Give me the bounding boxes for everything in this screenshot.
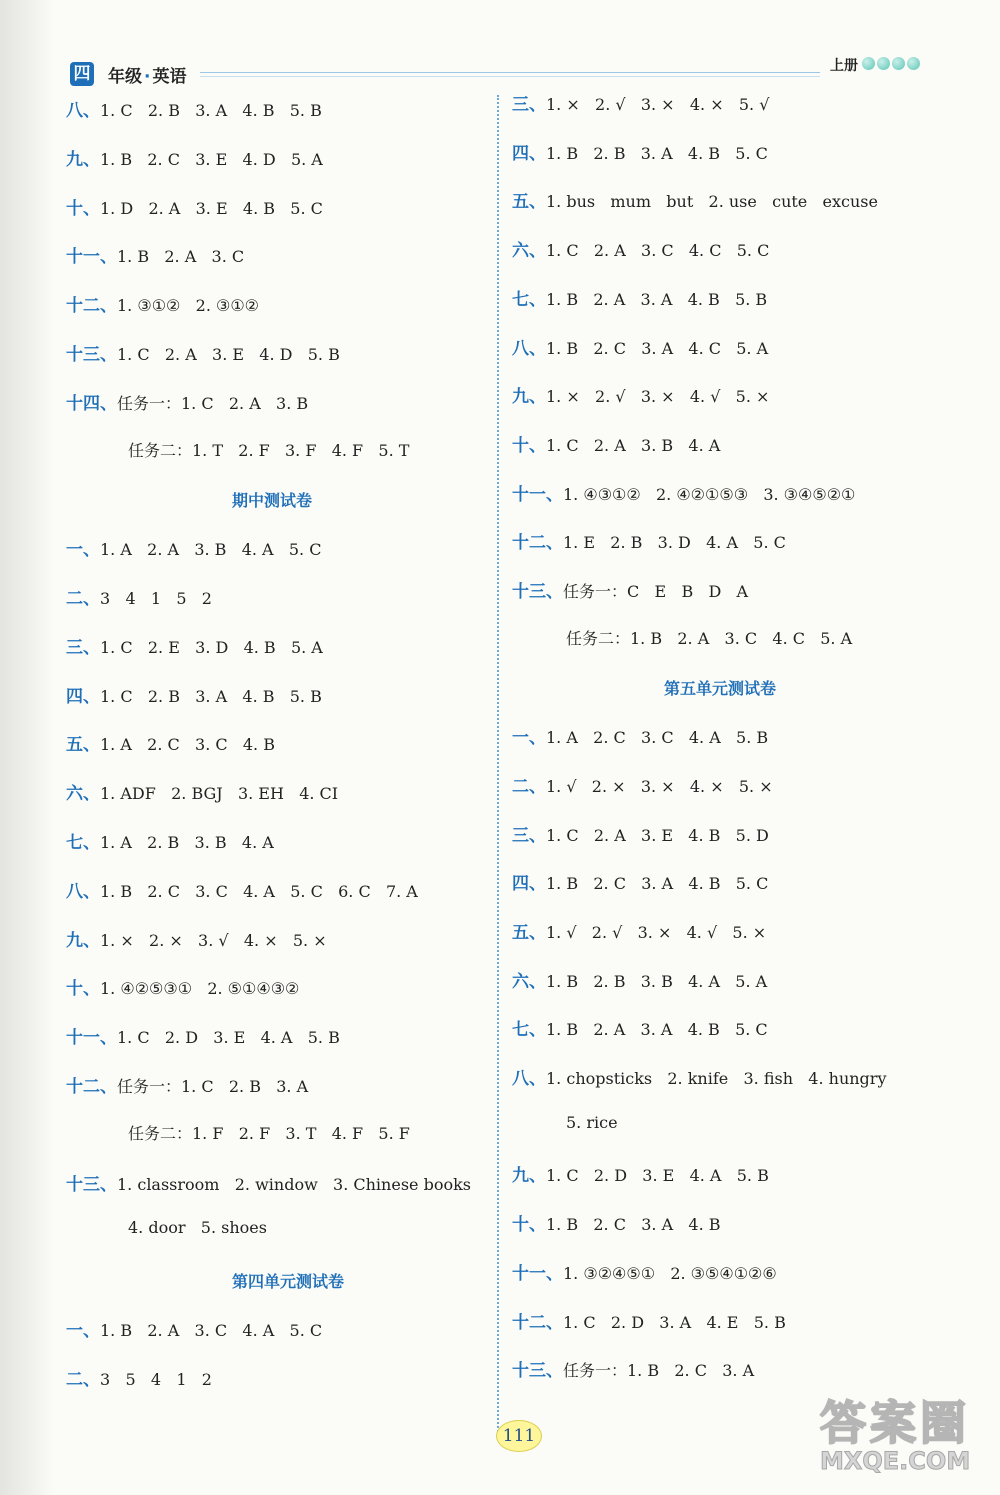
answer-text: 3 5 4 1 2	[100, 1369, 212, 1389]
answer-row	[66, 1072, 308, 1097]
answer-text: 1. C 2. D 3. A 4. E 5. B	[563, 1312, 786, 1332]
answer-text: 1. D 2. A 3. E 4. B 5. C	[100, 198, 323, 218]
volume-label: 上册	[830, 58, 858, 74]
question-number: 四、	[66, 686, 100, 707]
answer-row	[512, 918, 766, 943]
question-number: 五、	[66, 735, 100, 756]
answer-row	[512, 1064, 886, 1089]
answer-row	[512, 285, 767, 310]
answer-text: 1. √ 2. × 3. × 4. × 5. ×	[546, 776, 773, 796]
answer-text: 任务一：1. C 2. A 3. B	[117, 393, 309, 413]
answer-row	[128, 1218, 267, 1237]
header-dot: ·	[144, 67, 151, 87]
answer-text: 1. C 2. D 3. E 4. A 5. B	[117, 1028, 340, 1048]
answer-row	[66, 242, 244, 267]
section-title: 第五单元测试卷	[664, 679, 777, 699]
question-number: 十、	[66, 979, 100, 1000]
answer-row	[66, 1170, 471, 1195]
answer-text: 1. A 2. C 3. C 4. A 5. B	[546, 728, 769, 748]
answer-row	[512, 334, 768, 359]
answer-text: 1. B 2. B 3. B 4. A 5. A	[546, 971, 768, 991]
question-number: 八、	[66, 881, 100, 902]
question-number: 十二、	[66, 1077, 117, 1097]
site-watermark	[820, 1395, 1000, 1495]
answer-text: 1. bus mum but 2. use cute excuse	[546, 192, 878, 212]
answer-row	[66, 1316, 322, 1341]
header-rule-secondary	[200, 76, 820, 77]
answer-text: 1. A 2. A 3. B 4. A 5. C	[100, 540, 322, 560]
subject-label: 英语	[152, 67, 187, 87]
page-number: 111	[496, 1420, 542, 1452]
question-number: 十、	[66, 198, 100, 219]
question-number: 一、	[66, 1321, 100, 1341]
answer-row	[66, 730, 275, 755]
answer-row	[66, 682, 322, 707]
answer-text: 任务二：1. T 2. F 3. F 4. F 5. T	[128, 440, 410, 460]
answer-row	[566, 1113, 618, 1132]
question-number: 二、	[66, 1369, 100, 1390]
answer-text: 1. × 2. √ 3. × 4. √ 5. ×	[546, 387, 770, 407]
answer-row	[66, 828, 274, 853]
answer-text: 1. C 2. B 3. A 4. B 5. B	[100, 101, 322, 120]
answer-row	[66, 1365, 212, 1390]
answer-row	[512, 187, 878, 212]
question-number: 七、	[512, 289, 546, 310]
answer-row	[66, 291, 259, 316]
answer-row	[512, 869, 768, 894]
question-number: 八、	[512, 1069, 546, 1089]
question-number: 十三、	[66, 1174, 117, 1195]
question-number: 十一、	[512, 484, 563, 505]
answer-text: 1. B 2. A 3. C	[117, 247, 245, 267]
question-number: 四、	[512, 874, 546, 895]
answer-text: 1. C 2. A 3. E 4. B 5. D	[546, 825, 769, 845]
question-number: 九、	[512, 387, 546, 408]
answer-row	[512, 236, 769, 261]
answer-text: 1. B 2. C 3. A 4. B	[546, 1215, 721, 1235]
answer-text: 1. ③②④⑤① 2. ③⑤④①②⑥	[563, 1263, 777, 1283]
answer-row	[512, 1210, 721, 1235]
question-number: 十二、	[512, 1312, 563, 1333]
answer-row	[66, 633, 323, 658]
answer-text: 任务一：1. C 2. B 3. A	[117, 1077, 309, 1096]
answer-text: 任务一：C E B D A	[563, 582, 749, 601]
answer-text: 5. rice	[566, 1112, 618, 1132]
answer-text: 1. ④③①② 2. ④②①⑤③ 3. ③④⑤②①	[563, 484, 856, 504]
answer-text: 1. B 2. C 3. A 4. B 5. C	[546, 874, 769, 894]
answer-text: 1. B 2. A 3. A 4. B 5. B	[546, 289, 768, 309]
watermark-url-text: MXQE.COM	[820, 1447, 971, 1475]
column-divider	[497, 95, 499, 1440]
answer-row	[512, 528, 786, 553]
question-number: 十三、	[512, 582, 563, 602]
answer-text: 1. B 2. B 3. A 4. B 5. C	[546, 143, 768, 163]
question-number: 三、	[512, 825, 546, 846]
question-number: 八、	[66, 101, 100, 121]
header-rule	[200, 72, 820, 73]
answer-row	[512, 90, 769, 115]
question-number: 二、	[66, 589, 100, 609]
answer-row	[66, 926, 327, 951]
answer-row	[512, 723, 768, 748]
answer-text: 1. B 2. A 3. A 4. B 5. C	[546, 1020, 768, 1040]
answer-text: 3 4 1 5 2	[100, 589, 212, 608]
answer-text: 1. A 2. B 3. B 4. A	[100, 833, 274, 852]
answer-text: 1. ③①② 2. ③①②	[117, 296, 260, 316]
answer-row	[512, 1259, 777, 1284]
answer-row	[512, 577, 748, 602]
answer-row	[512, 1161, 769, 1186]
question-number: 十三、	[512, 1361, 563, 1382]
answer-text: 1. B 2. A 3. C 4. A 5. C	[100, 1321, 323, 1340]
section-title: 期中测试卷	[232, 491, 313, 511]
answer-text: 1. √ 2. √ 3. × 4. √ 5. ×	[546, 922, 767, 942]
question-number: 十一、	[66, 1028, 117, 1049]
answer-text: 1. C 2. A 3. B 4. A	[546, 435, 721, 455]
answer-row	[512, 1015, 768, 1040]
answer-row	[66, 779, 338, 804]
question-number: 七、	[512, 1020, 546, 1041]
question-number: 八、	[512, 338, 546, 359]
question-number: 二、	[512, 776, 546, 797]
answer-text: 1. C 2. D 3. E 4. A 5. B	[546, 1166, 769, 1186]
answer-row	[512, 382, 769, 407]
question-number: 十、	[512, 435, 546, 456]
answer-text: 1. × 2. √ 3. × 4. × 5. √	[546, 95, 770, 114]
answer-row	[128, 438, 409, 461]
question-number: 九、	[66, 930, 100, 951]
answer-text: 1. B 2. C 3. A 4. C 5. A	[546, 338, 769, 358]
answer-row	[66, 877, 418, 902]
grade-label: 年级	[108, 67, 142, 87]
answer-row	[512, 431, 720, 456]
page-edge-shadow	[0, 0, 55, 1495]
answer-text: 4. door 5. shoes	[128, 1218, 267, 1238]
question-number: 十一、	[66, 247, 117, 268]
answer-text: 1. B 2. C 3. C 4. A 5. C 6. C 7. A	[100, 881, 418, 901]
answer-row	[512, 772, 773, 797]
question-number: 十二、	[512, 533, 563, 554]
answer-row	[66, 389, 308, 414]
answer-text: 任务二：1. F 2. F 3. T 4. F 5. F	[128, 1123, 410, 1143]
answer-text: 1. C 2. E 3. D 4. B 5. A	[100, 637, 323, 657]
question-number: 一、	[512, 728, 546, 749]
answer-row	[66, 535, 321, 560]
answer-text: 任务二：1. B 2. A 3. C 4. C 5. A	[566, 628, 853, 648]
question-number: 三、	[512, 95, 546, 115]
question-number: 五、	[512, 922, 546, 943]
answer-row	[66, 145, 323, 170]
volume-decoration	[862, 57, 920, 70]
question-number: 十、	[512, 1215, 546, 1236]
answer-row	[512, 1356, 754, 1381]
answer-text: 1. ④②⑤③① 2. ⑤①④③②	[100, 979, 300, 999]
answer-text: 1. ADF 2. BGJ 3. EH 4. CI	[100, 784, 339, 804]
answer-row	[512, 967, 767, 992]
question-number: 七、	[66, 833, 100, 853]
answer-text: 1. E 2. B 3. D 4. A 5. C	[563, 533, 786, 553]
answer-row	[66, 96, 322, 121]
decor-dot-icon	[892, 57, 905, 70]
watermark-logo-text: 答案圈	[820, 1396, 970, 1450]
answer-row	[512, 139, 768, 164]
question-number: 十二、	[66, 296, 117, 317]
question-number: 一、	[66, 540, 100, 561]
question-number: 五、	[512, 192, 546, 213]
answer-text: 1. C 2. A 3. E 4. D 5. B	[117, 345, 340, 364]
question-number: 六、	[66, 784, 100, 805]
answer-text: 任务一：1. B 2. C 3. A	[563, 1361, 755, 1381]
answer-text: 1. A 2. C 3. C 4. B	[100, 735, 275, 755]
grade-badge: 四	[70, 62, 94, 86]
answer-text: 1. B 2. C 3. E 4. D 5. A	[100, 149, 323, 169]
answer-row	[512, 1308, 786, 1333]
answer-row	[66, 584, 212, 609]
answer-row	[66, 340, 340, 365]
answer-text: 1. × 2. × 3. √ 4. × 5. ×	[100, 930, 327, 950]
question-number: 六、	[512, 971, 546, 992]
decor-dot-icon	[877, 57, 890, 70]
question-number: 十三、	[66, 345, 117, 365]
answer-text: 1. C 2. B 3. A 4. B 5. B	[100, 686, 322, 706]
answer-row	[566, 626, 852, 649]
question-number: 十一、	[512, 1263, 563, 1284]
answer-row	[66, 974, 299, 999]
decor-dot-icon	[907, 57, 920, 70]
answer-row	[66, 1023, 340, 1048]
answer-row	[128, 1121, 410, 1144]
answer-text: 1. C 2. A 3. C 4. C 5. C	[546, 241, 770, 261]
question-number: 四、	[512, 143, 546, 164]
answer-text: 1. chopsticks 2. knife 3. fish 4. hungry	[546, 1069, 887, 1088]
header-title	[108, 62, 186, 87]
question-number: 六、	[512, 241, 546, 262]
answer-row	[66, 194, 323, 219]
section-title: 第四单元测试卷	[232, 1272, 345, 1292]
decor-dot-icon	[862, 57, 875, 70]
answer-text: 1. classroom 2. window 3. Chinese books	[117, 1174, 471, 1194]
answer-row	[512, 821, 769, 846]
answer-row	[512, 480, 855, 505]
question-number: 九、	[66, 149, 100, 170]
question-number: 十四、	[66, 393, 117, 414]
question-number: 九、	[512, 1166, 546, 1187]
question-number: 三、	[66, 637, 100, 658]
